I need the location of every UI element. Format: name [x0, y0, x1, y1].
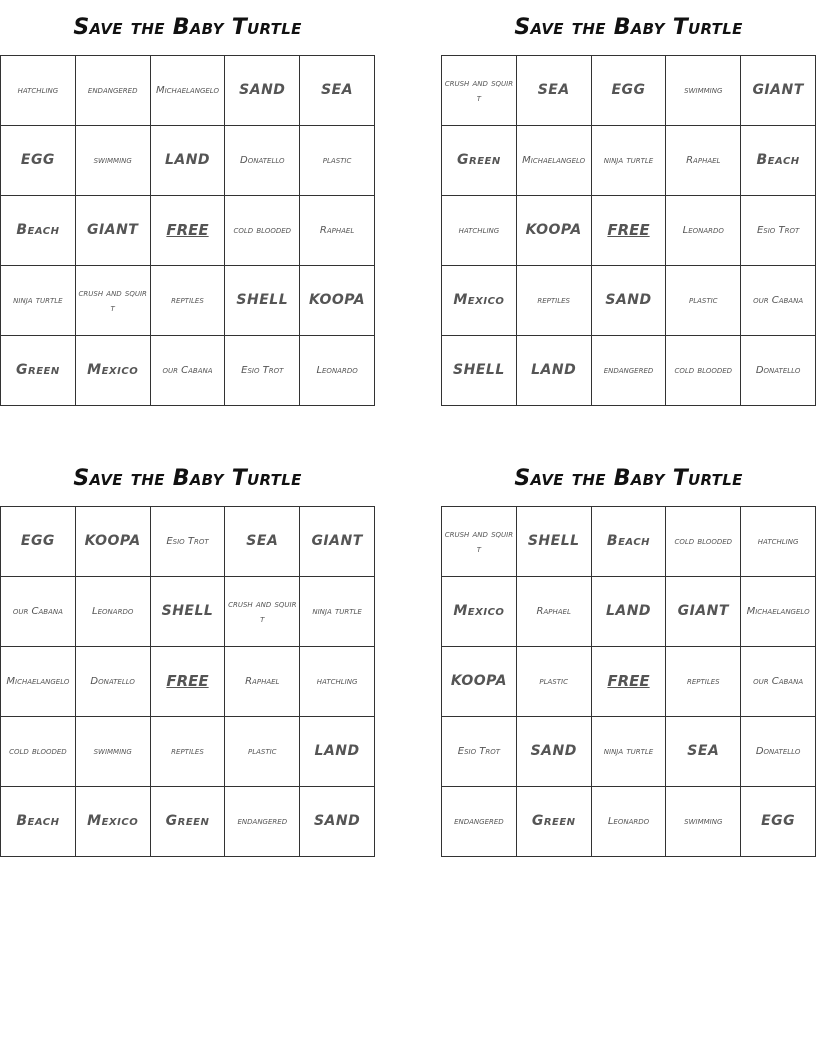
bingo-cell: Leonardo [592, 787, 667, 857]
bingo-cell: SEA [225, 507, 300, 577]
bingo-cell: KOOPA [517, 196, 592, 266]
bingo-cell: swimming [76, 126, 151, 196]
bingo-cell: GIANT [76, 196, 151, 266]
bingo-cell: reptiles [666, 647, 741, 717]
bingo-cell: GIANT [300, 507, 375, 577]
bingo-cell: Donatello [225, 126, 300, 196]
bingo-cell: SEA [517, 56, 592, 126]
bingo-cell: EGG [1, 507, 76, 577]
bingo-cell: our Cabana [741, 647, 816, 717]
bingo-cell: LAND [592, 577, 667, 647]
bingo-cell: Donatello [741, 336, 816, 406]
bingo-cell: Beach [1, 787, 76, 857]
bingo-cell: KOOPA [300, 266, 375, 336]
bingo-grid [0, 506, 375, 857]
bingo-cell: LAND [517, 336, 592, 406]
bingo-cell: LAND [151, 126, 226, 196]
bingo-cell: EGG [1, 126, 76, 196]
bingo-cell: Leonardo [76, 577, 151, 647]
bingo-cell: cold blooded [666, 336, 741, 406]
bingo-cell: Mexico [76, 336, 151, 406]
bingo-cell: swimming [666, 56, 741, 126]
bingo-cell: our Cabana [151, 336, 226, 406]
bingo-cell: SHELL [225, 266, 300, 336]
bingo-cell: swimming [666, 787, 741, 857]
bingo-cell: KOOPA [76, 507, 151, 577]
bingo-cell: SHELL [517, 507, 592, 577]
bingo-grid [441, 506, 816, 857]
bingo-cell: Michaelangelo [151, 56, 226, 126]
bingo-cell: ninja turtle [592, 126, 667, 196]
bingo-cell: Leonardo [300, 336, 375, 406]
bingo-grid [441, 55, 816, 406]
bingo-cell: Mexico [76, 787, 151, 857]
bingo-cell: SHELL [442, 336, 517, 406]
bingo-cell: endangered [76, 56, 151, 126]
bingo-cell: reptiles [517, 266, 592, 336]
bingo-cell: SAND [517, 717, 592, 787]
bingo-card [0, 12, 375, 378]
bingo-cell: swimming [76, 717, 151, 787]
bingo-cell: LAND [300, 717, 375, 787]
bingo-cell: endangered [592, 336, 667, 406]
card-title: Save the Baby Turtle [73, 15, 302, 40]
bingo-cell: crush and squirt [225, 577, 300, 647]
bingo-cell: Donatello [741, 717, 816, 787]
bingo-cell: SAND [225, 56, 300, 126]
bingo-cell: Michaelangelo [517, 126, 592, 196]
card-title: Save the Baby Turtle [73, 466, 302, 491]
bingo-card [441, 12, 816, 378]
bingo-cell: endangered [442, 787, 517, 857]
card-title: Save the Baby Turtle [514, 466, 743, 491]
card-title: Save the Baby Turtle [514, 15, 743, 40]
bingo-cell: endangered [225, 787, 300, 857]
bingo-cell: SEA [300, 56, 375, 126]
bingo-cell: Beach [741, 126, 816, 196]
free-space-cell: FREE [151, 647, 226, 717]
bingo-cell: ninja turtle [300, 577, 375, 647]
bingo-cell: Esio Trot [225, 336, 300, 406]
bingo-cell: Green [517, 787, 592, 857]
bingo-cell: GIANT [741, 56, 816, 126]
bingo-cell: Mexico [442, 577, 517, 647]
bingo-cell: ninja turtle [592, 717, 667, 787]
bingo-cell: Michaelangelo [1, 647, 76, 717]
bingo-cell: EGG [741, 787, 816, 857]
bingo-cell: Beach [592, 507, 667, 577]
bingo-cell: Raphael [517, 577, 592, 647]
bingo-cell: cold blooded [666, 507, 741, 577]
bingo-cell: Mexico [442, 266, 517, 336]
free-space-cell: FREE [592, 647, 667, 717]
bingo-cell: plastic [517, 647, 592, 717]
bingo-cell: SEA [666, 717, 741, 787]
free-space-cell: FREE [592, 196, 667, 266]
bingo-card [0, 463, 375, 829]
bingo-cell: Esio Trot [741, 196, 816, 266]
bingo-cell: reptiles [151, 266, 226, 336]
bingo-cell: Michaelangelo [741, 577, 816, 647]
bingo-cell: Esio Trot [442, 717, 517, 787]
bingo-cell: crush and squirt [442, 56, 517, 126]
free-space-cell: FREE [151, 196, 226, 266]
bingo-cell: GIANT [666, 577, 741, 647]
bingo-cell: Raphael [666, 126, 741, 196]
bingo-cell: KOOPA [442, 647, 517, 717]
bingo-card [441, 463, 816, 829]
bingo-cell: hatchling [300, 647, 375, 717]
bingo-cell: Esio Trot [151, 507, 226, 577]
bingo-cell: cold blooded [1, 717, 76, 787]
bingo-cell: ninja turtle [1, 266, 76, 336]
bingo-cell: our Cabana [1, 577, 76, 647]
bingo-cell: Beach [1, 196, 76, 266]
bingo-cell: hatchling [1, 56, 76, 126]
bingo-grid [0, 55, 375, 406]
bingo-cell: cold blooded [225, 196, 300, 266]
bingo-cell: Green [442, 126, 517, 196]
bingo-cell: hatchling [442, 196, 517, 266]
bingo-cell: crush and squirt [76, 266, 151, 336]
bingo-cell: plastic [225, 717, 300, 787]
bingo-cell: reptiles [151, 717, 226, 787]
bingo-cell: EGG [592, 56, 667, 126]
bingo-cell: plastic [300, 126, 375, 196]
bingo-cell: Green [1, 336, 76, 406]
bingo-cell: Donatello [76, 647, 151, 717]
bingo-cell: Green [151, 787, 226, 857]
bingo-cell: Raphael [300, 196, 375, 266]
bingo-cell: Raphael [225, 647, 300, 717]
bingo-cell: SAND [592, 266, 667, 336]
bingo-cell: hatchling [741, 507, 816, 577]
bingo-cell: our Cabana [741, 266, 816, 336]
bingo-cell: crush and squirt [442, 507, 517, 577]
bingo-cell: SAND [300, 787, 375, 857]
bingo-cell: plastic [666, 266, 741, 336]
bingo-cell: SHELL [151, 577, 226, 647]
bingo-cell: Leonardo [666, 196, 741, 266]
